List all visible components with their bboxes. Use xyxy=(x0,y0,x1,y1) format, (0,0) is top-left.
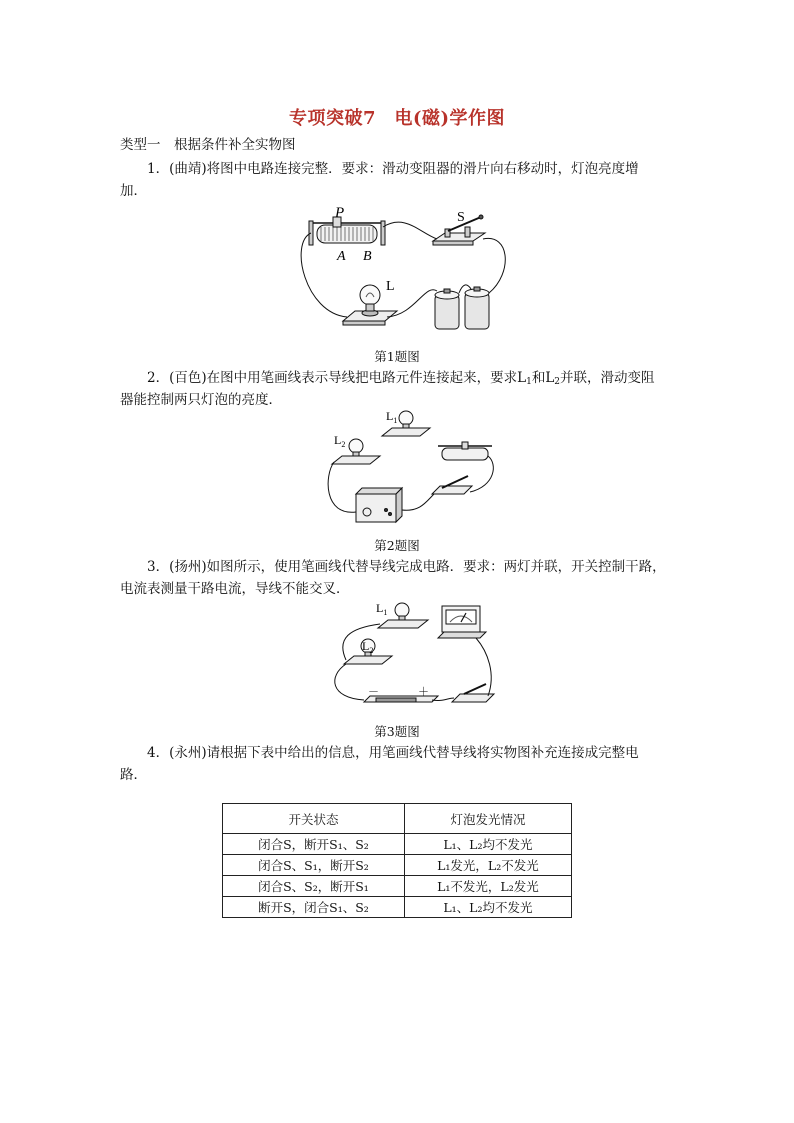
rheostat-label-a: A xyxy=(337,249,346,264)
rheostat-label-p: P xyxy=(335,205,345,221)
switch-icon xyxy=(452,684,494,702)
rheostat-icon xyxy=(309,217,385,245)
table-row xyxy=(223,897,572,918)
switch-label-s: S xyxy=(457,210,465,225)
battery-plus-label: ＋ xyxy=(418,685,429,698)
section-heading: 类型一 根据条件补全实物图 xyxy=(120,137,296,153)
q1-text-line1: 1．(曲靖)将图中电路连接完整．要求：滑动变阻器的滑片向右移动时，灯泡亮度增 xyxy=(147,161,639,177)
table-header-row xyxy=(223,804,572,834)
q4-text-line2: 路． xyxy=(120,767,147,783)
table-cell: L₁、L₂均不发光 xyxy=(404,834,571,855)
lamp1-label: $L_1$ xyxy=(376,601,388,617)
table-header-cell: 灯泡发光情况 xyxy=(404,804,571,834)
q2-text-line1: 2．(百色)在图中用笔画线表示导线把电路元件连接起来，要求$L_1$和$L_2$并联，滑动变阻 xyxy=(147,370,655,387)
table-header-cell: 开关状态 xyxy=(223,804,405,834)
q3-circuit-figure xyxy=(320,598,500,718)
q2-circuit-figure xyxy=(320,406,500,536)
lamp2-label: $L_2$ xyxy=(362,639,374,655)
table-cell: 闭合S、S₁，断开S₂ xyxy=(223,855,405,876)
table-cell: L₁发光，L₂不发光 xyxy=(404,855,571,876)
table-cell: 闭合S，断开S₁、S₂ xyxy=(223,834,405,855)
lamp-label-l: L xyxy=(386,279,395,294)
q2-text-line2: 器能控制两只灯泡的亮度． xyxy=(120,392,282,408)
rheostat-label-b: B xyxy=(363,249,372,264)
table-cell: 闭合S、S₂，断开S₁ xyxy=(223,876,405,897)
table-cell: 断开S，闭合S₁、S₂ xyxy=(223,897,405,918)
lamp1-label: $L_1$ xyxy=(386,409,398,425)
q1-figure-caption: 第1题图 xyxy=(374,349,420,364)
ammeter-icon xyxy=(438,606,486,638)
q2-figure-caption: 第2题图 xyxy=(374,538,420,553)
switch-state-table xyxy=(222,803,572,918)
q3-figure-caption: 第3题图 xyxy=(374,724,420,739)
table-cell: L₁、L₂均不发光 xyxy=(404,897,571,918)
q3-text-line2: 电流表测量干路电流，导线不能交叉． xyxy=(120,581,350,597)
q4-text-line1: 4．(永州)请根据下表中给出的信息，用笔画线代替导线将实物图补充连接成完整电 xyxy=(147,745,639,761)
q1-circuit-figure xyxy=(295,203,515,343)
rheostat-icon xyxy=(438,442,492,460)
switch-icon xyxy=(432,476,472,494)
q3-text-line1: 3．(扬州)如图所示，使用笔画线代替导线完成电路．要求：两灯并联，开关控制干路， xyxy=(147,559,666,575)
battery-icon xyxy=(435,287,489,329)
q1-text-line2: 加． xyxy=(120,183,147,199)
table-cell: L₁不发光，L₂发光 xyxy=(404,876,571,897)
page-title: 专项突破7 电(磁)学作图 xyxy=(288,108,506,129)
power-supply-icon xyxy=(356,488,402,522)
lamp2-label: $L_2$ xyxy=(334,433,346,449)
table-row xyxy=(223,834,572,855)
table-row xyxy=(223,876,572,897)
table-row xyxy=(223,855,572,876)
battery-minus-label: － xyxy=(368,685,379,698)
